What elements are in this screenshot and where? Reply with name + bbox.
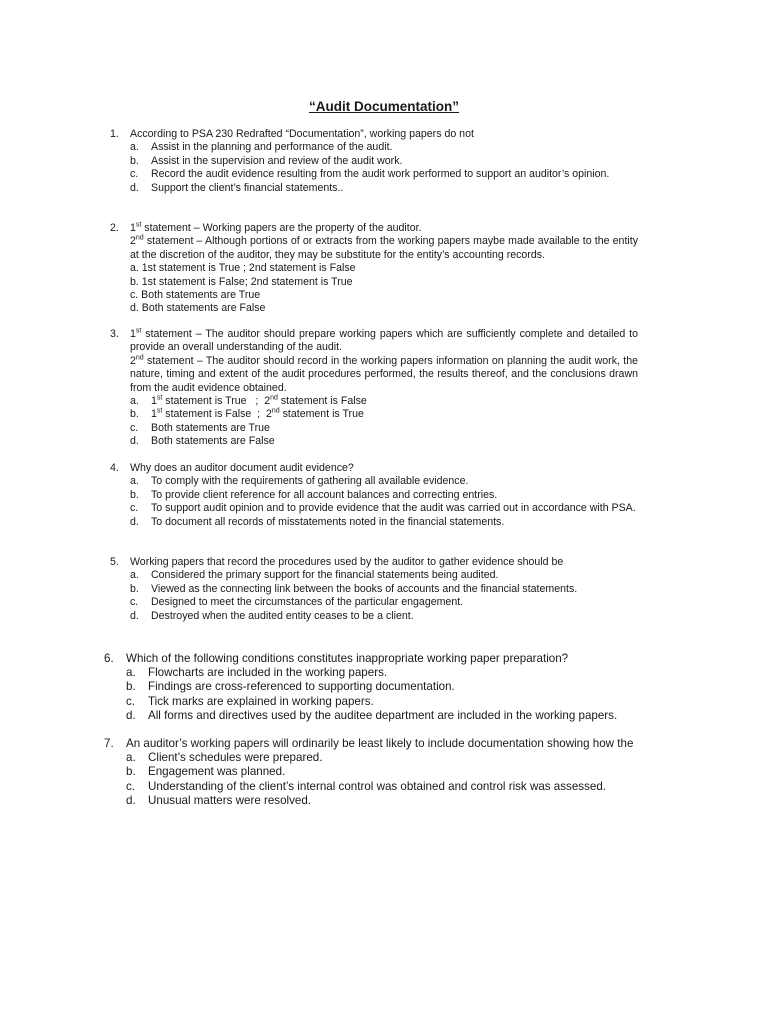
option-text: To support audit opinion and to provide evidence that the audit was carried out in accordance with PSA.: [151, 502, 636, 515]
option-part: 1: [151, 408, 157, 421]
option-text: Engagement was planned.: [148, 765, 286, 779]
question-2: [110, 222, 638, 316]
statement-2: 2nd statement – Although portions of or extracts from the working papers maybe made available to the entity at the discretion of the auditor, they may be substitute for the entity’s accounting records.: [130, 234, 638, 261]
question-7: [104, 737, 664, 808]
option-letter: c.: [130, 421, 139, 434]
option-text: Understanding of the client’s internal control was obtained and control risk was assessed.: [148, 779, 606, 793]
question-body: [130, 556, 638, 623]
option-letter: b.: [126, 680, 136, 694]
statement-2: 2nd statement – The auditor should record in the working papers information on planning the audit work, the nature, timing and extent of the audit procedures performed, the results thereof, and the conclusions drawn from the audit evidence obtained.: [130, 354, 638, 394]
question-1: [110, 128, 638, 195]
statement-1: 1st statement – The auditor should prepare working papers which are sufficiently complete and detailed to provide an overall understanding of the audit.: [130, 327, 638, 354]
question-number: 3.: [110, 328, 119, 340]
option-a: [130, 569, 638, 582]
option-text: All forms and directives used by the auditee department are included in the working papers.: [148, 708, 618, 722]
option-letter: b.: [130, 408, 139, 421]
question-row: [110, 556, 638, 623]
question-number: 2.: [110, 222, 119, 234]
question-row: [104, 652, 664, 723]
ordinal-suffix: st: [135, 221, 142, 229]
statement-text: statement – Although portions of or extracts from the working papers maybe made available to the entity at the discretion of the auditor, they may be substitute for the entity’s accounting records.: [130, 235, 638, 261]
option-d: d. Both statements are False: [130, 302, 266, 315]
option-part: statement is True: [279, 408, 364, 421]
option-a: a. 1st statement is True ; 2nd statement is False: [130, 262, 356, 275]
question-row: [110, 328, 638, 449]
option-text: [151, 408, 638, 421]
option-c: [130, 502, 638, 515]
ordinal-suffix: nd: [135, 234, 144, 242]
option-c: [130, 596, 638, 609]
question-number: 4.: [110, 462, 119, 474]
option-b: [130, 583, 638, 596]
option-letter: b.: [130, 582, 139, 595]
option-letter: c.: [126, 779, 136, 793]
option-text: Both statements are True: [151, 421, 270, 434]
question-body: [130, 328, 638, 449]
option-letter: d.: [130, 181, 139, 194]
option-text: Viewed as the connecting link between the books of accounts and the financial statements.: [151, 582, 578, 595]
option-letter: c.: [126, 694, 136, 708]
option-d: [126, 709, 664, 723]
option-letter: d.: [130, 609, 139, 622]
question-body: [126, 652, 664, 723]
option-d: [130, 182, 638, 195]
option-letter: d.: [130, 515, 139, 528]
option-c: c. Both statements are True: [130, 289, 261, 302]
ordinal-suffix: nd: [271, 407, 280, 415]
ordinal-suffix: nd: [270, 394, 278, 402]
question-3: [110, 328, 638, 449]
option-letter: d.: [130, 435, 139, 448]
option-a: [130, 141, 638, 154]
option-letter: b.: [130, 488, 139, 501]
option-text: Assist in the supervision and review of the audit work.: [151, 154, 403, 167]
option-letter: b.: [126, 765, 136, 779]
option-part: statement is True ; 2: [162, 395, 271, 408]
option-text: Record the audit evidence resulting from the audit work performed to support an auditor’s opinion.: [151, 168, 610, 181]
statement-text: statement – The auditor should record in the working papers information on planning the audit work, the nature, timing and extent of the audit procedures performed, the results thereof, and the conclusions drawn from the audit evidence obtained.: [130, 354, 638, 394]
option-letter: a.: [130, 395, 139, 408]
statement-text: statement – Working papers are the property of the auditor.: [141, 222, 422, 234]
option-b: [130, 408, 638, 421]
option-letter: c.: [130, 502, 139, 515]
option-b: [130, 489, 638, 502]
option-b: b. 1st statement is False; 2nd statement is True: [130, 275, 353, 288]
option-c: [126, 780, 664, 794]
option-letter: a.: [130, 475, 139, 488]
ordinal-suffix: st: [156, 407, 163, 415]
option-letter: b.: [130, 154, 139, 167]
option-text: Both statements are False: [151, 435, 275, 448]
question-number: 5.: [110, 556, 119, 568]
question-stem: Working papers that record the procedures used by the auditor to gather evidence should be: [130, 556, 564, 568]
statement-1: 1st statement – Working papers are the property of the auditor.: [130, 221, 422, 234]
question-stem: Which of the following conditions constitutes inappropriate working paper preparation?: [126, 652, 569, 665]
option-letter: c.: [130, 596, 139, 609]
option-text: To comply with the requirements of gathering all available evidence.: [151, 475, 469, 488]
option-d: [130, 435, 638, 448]
question-stem: An auditor’s working papers will ordinarily be least likely to include documentation showing how the: [126, 737, 634, 750]
question-stem: According to PSA 230 Redrafted “Documentation”, working papers do not: [130, 128, 474, 140]
option-letter: c.: [130, 168, 139, 181]
option-text: Tick marks are explained in working papers.: [148, 694, 374, 708]
question-number: 1.: [110, 128, 119, 140]
option-letter: a.: [130, 141, 139, 154]
option-c: [130, 422, 638, 435]
option-text: Designed to meet the circumstances of the particular engagement.: [151, 596, 464, 609]
option-a: [126, 751, 664, 765]
question-body: [130, 128, 638, 195]
option-part: statement is False: [277, 395, 367, 408]
question-row: [110, 462, 638, 529]
option-a: [130, 395, 638, 408]
option-letter: d.: [126, 708, 136, 722]
statement-text: statement – The auditor should prepare working papers which are sufficiently complete and detailed to provide an overall understanding of the audit.: [130, 328, 638, 354]
option-d: [130, 516, 638, 529]
option-c: [126, 695, 664, 709]
question-row: [110, 128, 638, 195]
option-text: Unusual matters were resolved.: [148, 793, 312, 807]
question-5: [110, 556, 638, 623]
option-letter: a.: [130, 569, 139, 582]
option-d: [130, 610, 638, 623]
option-text: Client’s schedules were prepared.: [148, 751, 323, 765]
option-text: Findings are cross-referenced to supporting documentation.: [148, 680, 455, 694]
ordinal-suffix: nd: [135, 354, 144, 362]
question-6: [104, 652, 664, 723]
option-b: [130, 155, 638, 168]
option-text: Considered the primary support for the financial statements being audited.: [151, 569, 499, 582]
option-a: [126, 666, 664, 680]
option-d: [126, 794, 664, 808]
question-body: [130, 222, 638, 316]
question-body: [126, 737, 664, 808]
question-number: 7.: [104, 737, 114, 750]
document-title: “Audit Documentation”: [309, 99, 459, 114]
option-text: Flowcharts are included in the working papers.: [148, 666, 388, 680]
question-row: [104, 737, 664, 808]
option-part: 1: [151, 395, 157, 408]
option-b: [126, 765, 664, 779]
ordinal-suffix: st: [135, 327, 142, 335]
option-letter: a.: [126, 666, 136, 680]
option-text: Support the client’s financial statements..: [151, 181, 344, 194]
option-text: Destroyed when the audited entity ceases to be a client.: [151, 609, 414, 622]
option-text: [151, 395, 638, 408]
question-4: [110, 462, 638, 529]
option-text: To provide client reference for all account balances and correcting entries.: [151, 488, 498, 501]
question-stem: Why does an auditor document audit evidence?: [130, 462, 354, 474]
option-letter: d.: [126, 793, 136, 807]
ordinal-suffix: st: [156, 394, 163, 402]
option-text: To document all records of misstatements noted in the financial statements.: [151, 515, 505, 528]
option-b: [126, 680, 664, 694]
option-a: [130, 475, 638, 488]
question-number: 6.: [104, 652, 114, 665]
option-part: statement is False ; 2: [162, 408, 272, 421]
option-letter: a.: [126, 751, 136, 765]
question-body: [130, 462, 638, 529]
option-text: Assist in the planning and performance of the audit.: [151, 141, 393, 154]
question-row: [110, 222, 638, 316]
option-c: [130, 168, 638, 181]
